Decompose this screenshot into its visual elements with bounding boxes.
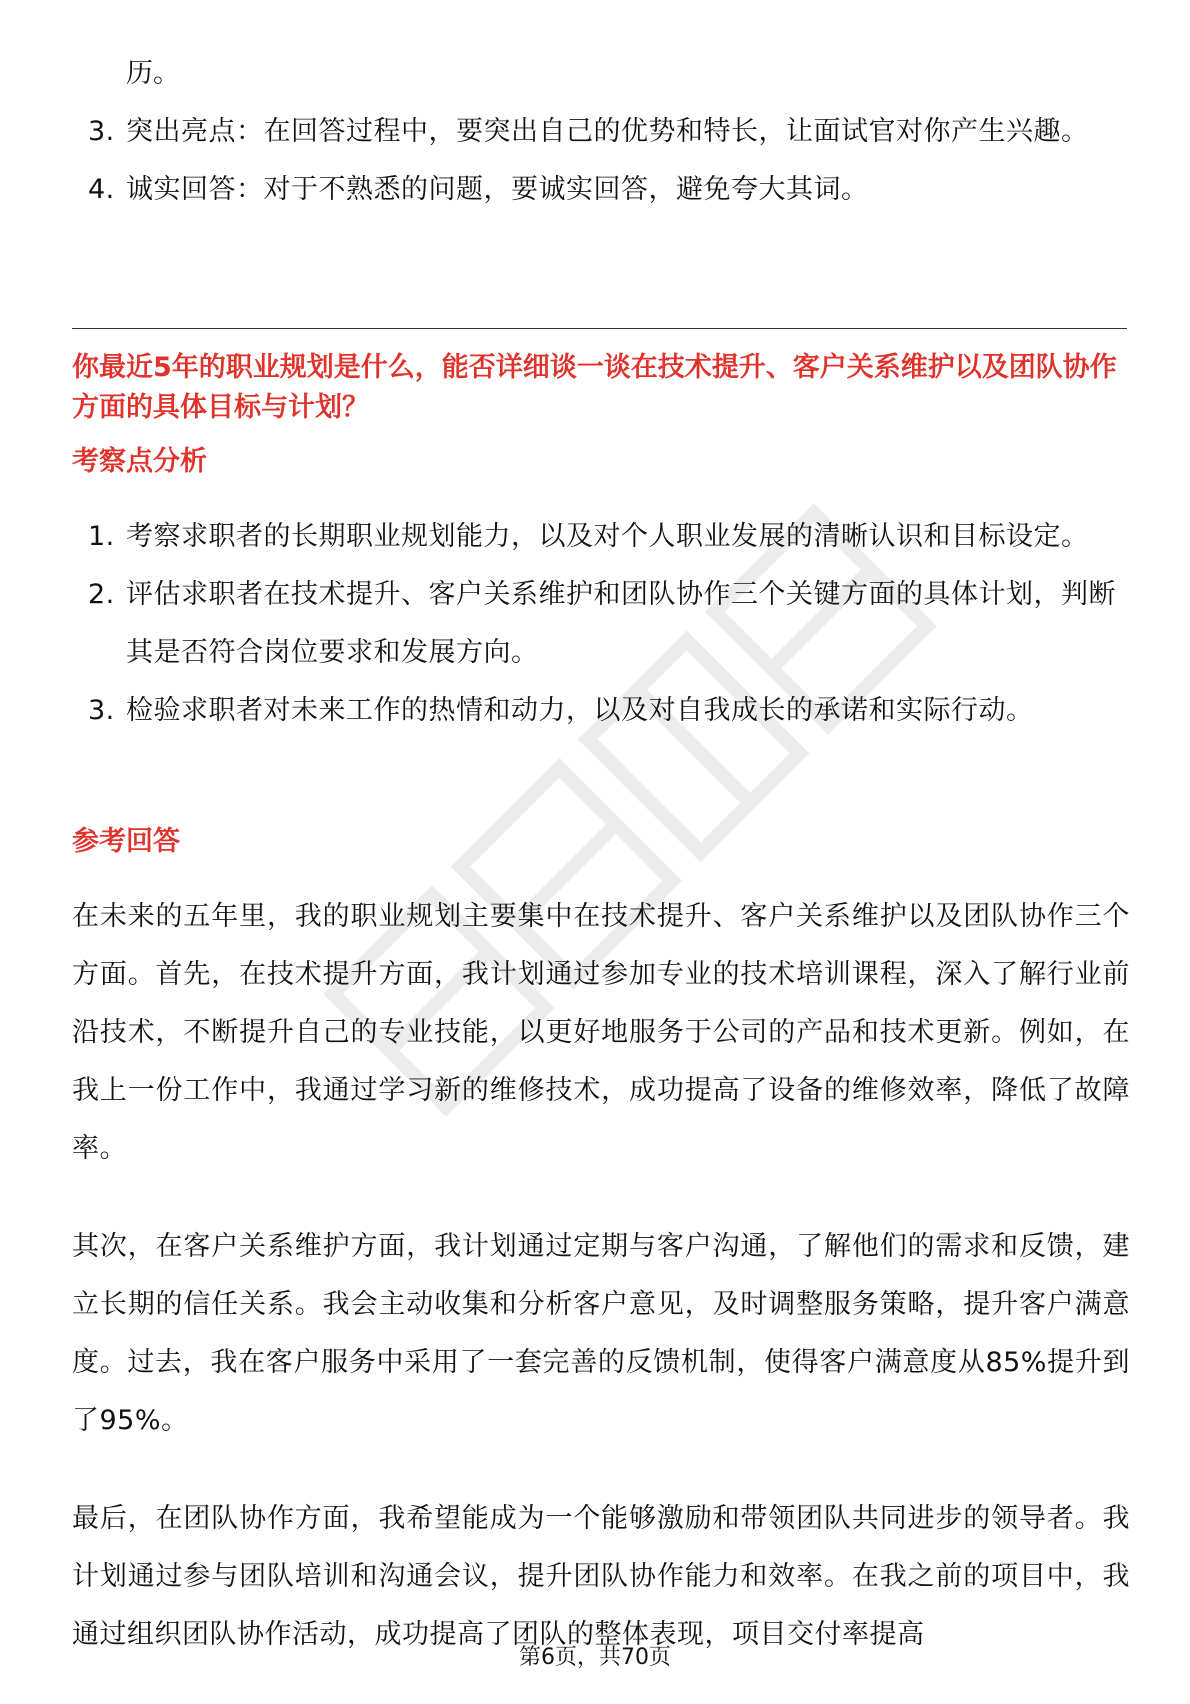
answer-paragraph: 最后，在团队协作方面，我希望能成为一个能够激励和带领团队共同进步的领导者。我计划通过参与团队培训和沟通会议，提升团队协作能力和效率。在我之前的项目中，我通过组织团队协作活动，成功提高了团队的整体表现，项目交付率提高 bbox=[72, 1503, 1130, 1650]
list-item bbox=[72, 566, 1132, 682]
list-text: 考察求职者的长期职业规划能力，以及对个人职业发展的清晰认识和目标设定。 bbox=[126, 521, 1089, 552]
list-item bbox=[72, 682, 1132, 740]
list-number: 1. bbox=[88, 521, 115, 552]
answer-body bbox=[72, 888, 1130, 1704]
list-number: 3. bbox=[88, 695, 115, 726]
list-text: 突出亮点：在回答过程中，要突出自己的优势和特长，让面试官对你产生兴趣。 bbox=[126, 116, 1089, 147]
page-number: 第6页，共70页 bbox=[519, 1645, 671, 1670]
list-item bbox=[72, 508, 1132, 566]
list-item-continuation: 历。 bbox=[126, 58, 180, 89]
top-list bbox=[72, 45, 1132, 219]
answer-title: 参考回答 bbox=[72, 826, 180, 857]
list-text: 评估求职者在技术提升、客户关系维护和团队协作三个关键方面的具体计划，判断其是否符合岗位要求和发展方向。 bbox=[126, 579, 1116, 668]
list-item bbox=[72, 161, 1132, 219]
answer-paragraph: 其次，在客户关系维护方面，我计划通过定期与客户沟通，了解他们的需求和反馈，建立长期的信任关系。我会主动收集和分析客户意见，及时调整服务策略，提升客户满意度。过去，我在客户服务中采用了一套完善的反馈机制，使得客户满意度从85%提升到了95%。 bbox=[72, 1231, 1130, 1436]
analysis-title: 考察点分析 bbox=[72, 446, 207, 477]
list-text: 检验求职者对未来工作的热情和动力，以及对自我成长的承诺和实际行动。 bbox=[126, 695, 1034, 726]
section-divider bbox=[72, 328, 1127, 329]
analysis-list bbox=[72, 508, 1132, 740]
list-number: 3. bbox=[88, 116, 115, 147]
question-heading: 你最近5年的职业规划是什么，能否详细谈一谈在技术提升、客户关系维护以及团队协作方面的具体目标与计划？ bbox=[72, 352, 1117, 423]
list-number: 4. bbox=[88, 174, 115, 205]
list-text: 诚实回答：对于不熟悉的问题，要诚实回答，避免夸大其词。 bbox=[126, 174, 869, 205]
list-number: 2. bbox=[88, 579, 115, 610]
list-item bbox=[72, 103, 1132, 161]
answer-paragraph: 在未来的五年里，我的职业规划主要集中在技术提升、客户关系维护以及团队协作三个方面。首先，在技术提升方面，我计划通过参加专业的技术培训课程，深入了解行业前沿技术，不断提升自己的专业技能，以更好地服务于公司的产品和技术更新。例如，在我上一份工作中，我通过学习新的维修技术，成功提高了设备的维修效率，降低了故障率。 bbox=[72, 901, 1130, 1164]
